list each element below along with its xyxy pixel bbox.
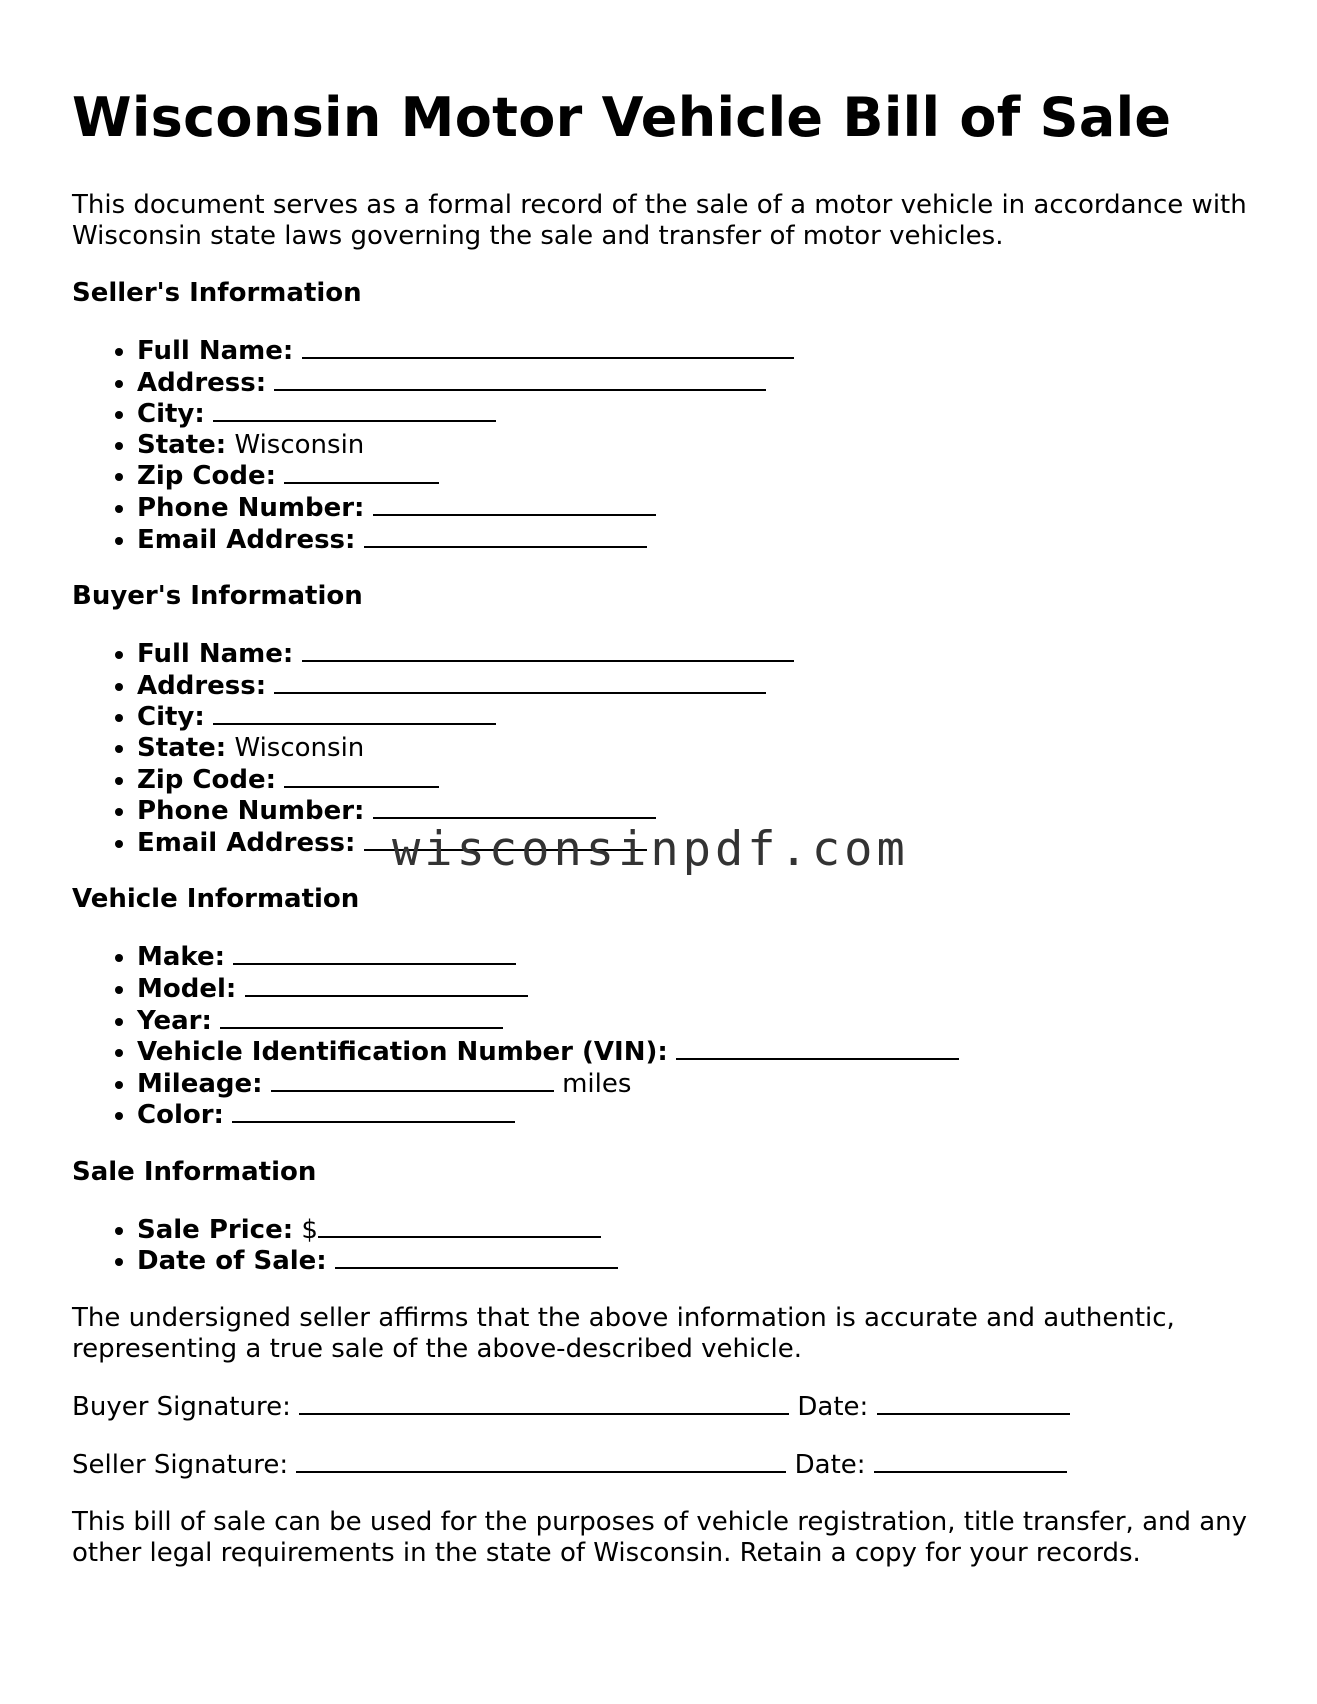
vehicle-model-item bbox=[137, 973, 1252, 1005]
vehicle-mileage-item bbox=[137, 1068, 1252, 1100]
vehicle-color-item bbox=[137, 1099, 1252, 1131]
buyer-zip-item bbox=[137, 764, 1252, 796]
buyer-city-item bbox=[137, 701, 1252, 733]
vehicle-vin-item bbox=[137, 1036, 1252, 1068]
vehicle-make-field[interactable] bbox=[233, 941, 516, 965]
seller-city-label: City: bbox=[137, 399, 205, 430]
vehicle-model-label: Model: bbox=[137, 973, 237, 1004]
vehicle-color-field[interactable] bbox=[232, 1099, 515, 1123]
buyer-state-value: Wisconsin bbox=[234, 732, 365, 763]
sale-date-item bbox=[137, 1245, 1252, 1277]
seller-city-field[interactable] bbox=[213, 398, 496, 422]
seller-state-item bbox=[137, 430, 1252, 461]
seller-city-item bbox=[137, 398, 1252, 430]
seller-address-field[interactable] bbox=[274, 367, 766, 391]
seller-address-label: Address: bbox=[137, 367, 267, 398]
vehicle-year-label: Year: bbox=[137, 1005, 212, 1036]
vehicle-year-item bbox=[137, 1005, 1252, 1037]
seller-address-item bbox=[137, 367, 1252, 399]
vehicle-vin-label: Vehicle Identification Number (VIN): bbox=[137, 1037, 668, 1068]
seller-phone-field[interactable] bbox=[373, 492, 656, 516]
sale-section-heading: Sale Information bbox=[72, 1156, 317, 1187]
buyer-section-heading: Buyer's Information bbox=[72, 581, 363, 612]
sale-price-field[interactable] bbox=[318, 1214, 601, 1238]
buyer-address-field[interactable] bbox=[274, 670, 766, 694]
seller-date-label: Date: bbox=[794, 1450, 866, 1481]
seller-zip-field[interactable] bbox=[284, 460, 439, 484]
buyer-city-label: City: bbox=[137, 702, 205, 733]
vehicle-vin-field[interactable] bbox=[676, 1036, 959, 1060]
vehicle-make-item bbox=[137, 941, 1252, 973]
vehicle-model-field[interactable] bbox=[245, 973, 528, 997]
seller-section-heading: Seller's Information bbox=[72, 278, 362, 308]
vehicle-mileage-field[interactable] bbox=[271, 1068, 554, 1092]
seller-state-value: Wisconsin bbox=[234, 429, 365, 460]
buyer-state-item bbox=[137, 733, 1252, 764]
buyer-city-field[interactable] bbox=[213, 701, 496, 725]
sale-date-field[interactable] bbox=[335, 1245, 618, 1269]
vehicle-make-label: Make: bbox=[137, 942, 226, 973]
seller-fields-list bbox=[72, 335, 1252, 555]
buyer-full-name-item bbox=[137, 638, 1252, 670]
buyer-zip-field[interactable] bbox=[284, 764, 439, 788]
footer-paragraph: This bill of sale can be used for the purposes of vehicle registration, title transfer, and any other legal requirements in the state of Wisconsin. Retain a copy for your records. bbox=[72, 1507, 1248, 1569]
seller-email-field[interactable] bbox=[364, 524, 647, 548]
sale-date-label: Date of Sale: bbox=[137, 1246, 327, 1277]
currency-symbol: $ bbox=[301, 1214, 318, 1245]
seller-zip-item bbox=[137, 460, 1252, 492]
seller-email-item bbox=[137, 524, 1252, 556]
vehicle-mileage-label: Mileage: bbox=[137, 1068, 263, 1099]
seller-signature-row bbox=[72, 1449, 1252, 1481]
buyer-signature-row bbox=[72, 1391, 1252, 1423]
page-title: Wisconsin Motor Vehicle Bill of Sale bbox=[72, 86, 1172, 149]
buyer-full-name-field[interactable] bbox=[302, 638, 794, 662]
buyer-email-label: Email Address: bbox=[137, 827, 356, 858]
watermark-text: wisconsinpdf.com bbox=[392, 822, 909, 877]
buyer-address-item bbox=[137, 670, 1252, 702]
intro-paragraph: This document serves as a formal record of the sale of a motor vehicle in accordance with Wisconsin state laws governing the sale and transfer of motor vehicles. bbox=[72, 190, 1247, 251]
seller-full-name-label: Full Name: bbox=[137, 336, 294, 366]
vehicle-year-field[interactable] bbox=[220, 1005, 503, 1029]
buyer-signature-field[interactable] bbox=[299, 1391, 789, 1415]
affirmation-paragraph: The undersigned seller affirms that the above information is accurate and authentic, representing a true sale of the above-described vehicle. bbox=[72, 1303, 1175, 1365]
vehicle-mileage-unit: miles bbox=[562, 1068, 632, 1099]
buyer-address-label: Address: bbox=[137, 670, 267, 701]
sale-price-item bbox=[137, 1214, 1252, 1246]
seller-phone-item bbox=[137, 492, 1252, 524]
vehicle-section-heading: Vehicle Information bbox=[72, 884, 360, 915]
vehicle-color-label: Color: bbox=[137, 1100, 224, 1131]
seller-full-name-item bbox=[137, 335, 1252, 367]
buyer-state-label: State: bbox=[137, 732, 227, 763]
buyer-date-field[interactable] bbox=[877, 1391, 1070, 1415]
seller-date-field[interactable] bbox=[874, 1449, 1067, 1473]
buyer-zip-label: Zip Code: bbox=[137, 764, 277, 795]
seller-full-name-field[interactable] bbox=[302, 335, 794, 359]
buyer-date-label: Date: bbox=[797, 1392, 869, 1423]
sale-price-label: Sale Price: bbox=[137, 1214, 294, 1245]
seller-signature-label: Seller Signature: bbox=[72, 1450, 289, 1481]
seller-state-label: State: bbox=[137, 429, 227, 460]
seller-phone-label: Phone Number: bbox=[137, 492, 365, 523]
seller-zip-label: Zip Code: bbox=[137, 461, 277, 492]
buyer-phone-field[interactable] bbox=[373, 795, 656, 819]
seller-signature-field[interactable] bbox=[296, 1449, 786, 1473]
buyer-full-name-label: Full Name: bbox=[137, 639, 294, 670]
sale-fields-list bbox=[72, 1214, 1252, 1277]
buyer-phone-label: Phone Number: bbox=[137, 796, 365, 827]
buyer-signature-label: Buyer Signature: bbox=[72, 1392, 291, 1423]
seller-email-label: Email Address: bbox=[137, 524, 356, 555]
vehicle-fields-list bbox=[72, 941, 1252, 1131]
